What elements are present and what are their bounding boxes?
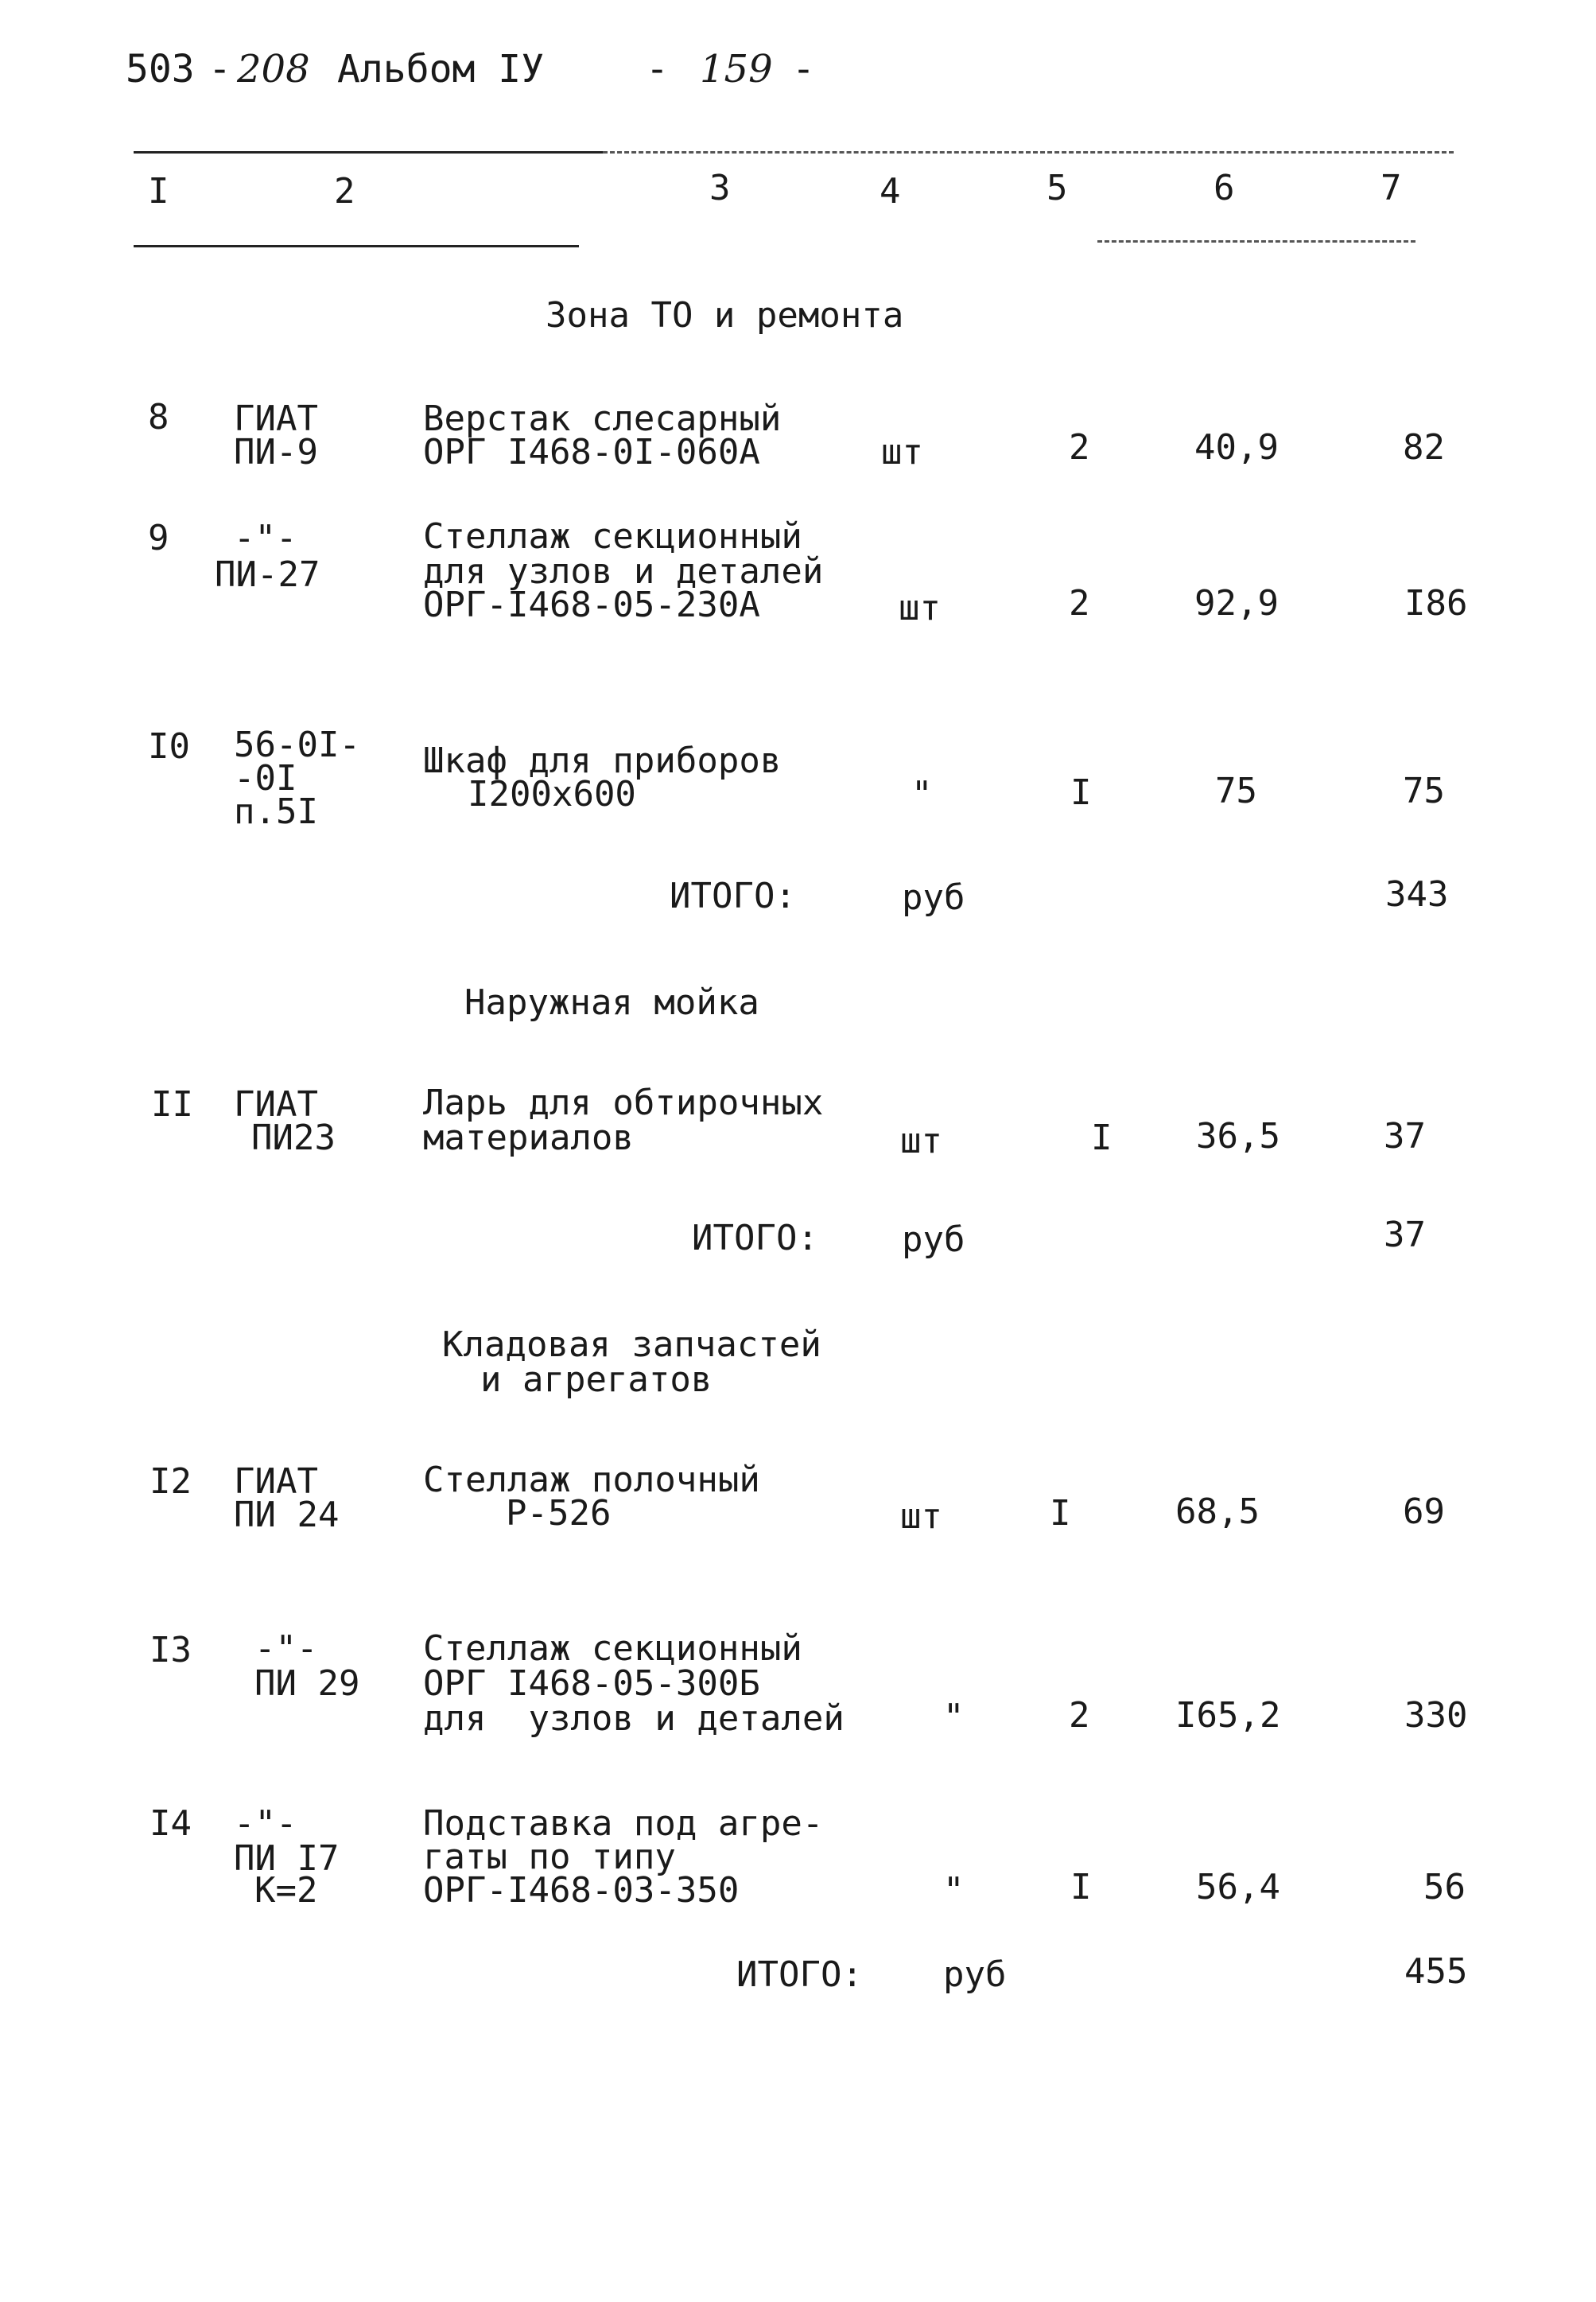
row-name: Подставка под агре-: [423, 1803, 824, 1844]
row-total: 330: [1404, 1695, 1468, 1736]
col-header-6: 6: [1214, 168, 1235, 208]
total-value: 455: [1404, 1951, 1468, 1992]
row-price: 75: [1215, 771, 1257, 811]
row-ref: -0I: [234, 758, 297, 799]
row-number: I2: [150, 1461, 192, 1502]
total-unit: руб: [943, 1954, 1007, 1995]
row-qty: 2: [1069, 427, 1090, 468]
header-rule-bottom: [134, 245, 579, 247]
row-name: ОРГ-I468-03-350: [423, 1870, 740, 1911]
row-ref: ГИАТ: [234, 1084, 318, 1125]
section-title: и агрегатов: [480, 1359, 713, 1400]
section-title: Наружная мойка: [464, 982, 759, 1023]
doc-number: 208: [237, 47, 310, 91]
row-name: для узлов и деталей: [423, 1698, 845, 1739]
row-name: материалов: [423, 1118, 634, 1158]
row-price: 56,4: [1196, 1867, 1280, 1907]
row-name: ОРГ I468-0I-060А: [423, 432, 760, 472]
row-name: для узлов и деталей: [423, 551, 824, 592]
doc-code-dash: -: [208, 47, 231, 91]
total-value: 37: [1384, 1215, 1426, 1255]
album-label: Альбом IУ: [337, 47, 545, 91]
row-qty: 2: [1069, 583, 1090, 624]
row-ref: -"-: [234, 1803, 297, 1844]
header-rule-top: [134, 151, 603, 154]
row-name: Ларь для обтирочных: [423, 1083, 824, 1123]
row-ref: ГИАТ: [234, 399, 318, 439]
row-unit: шт: [900, 1496, 942, 1537]
row-total: 37: [1384, 1116, 1426, 1157]
row-name: Стеллаж секционный: [423, 1628, 802, 1669]
row-ref: ПИ 29: [254, 1663, 360, 1704]
row-price: 40,9: [1194, 427, 1279, 468]
row-total: 69: [1403, 1491, 1445, 1532]
row-number: I3: [150, 1630, 192, 1670]
col-header-5: 5: [1047, 168, 1068, 208]
row-ref: -"-: [234, 518, 297, 558]
row-number: 9: [148, 518, 169, 558]
total-unit: руб: [902, 1219, 965, 1260]
row-unit: шт: [881, 432, 923, 472]
header-rule-bottom-faded: [1097, 240, 1415, 243]
row-qty: I: [1070, 1867, 1092, 1907]
header-rule-top-faded: [603, 151, 1454, 154]
row-price: 92,9: [1194, 583, 1279, 624]
row-number: I4: [150, 1803, 192, 1844]
doc-code: 503: [126, 47, 195, 91]
row-qty: 2: [1069, 1695, 1090, 1736]
row-name: ОРГ-I468-05-230А: [423, 585, 760, 625]
row-qty: I: [1070, 772, 1092, 813]
row-name: Р-526: [506, 1493, 612, 1534]
total-unit: руб: [902, 877, 965, 918]
col-header-2: 2: [334, 171, 355, 212]
page-dash-right: -: [792, 47, 815, 91]
row-unit: ": [911, 774, 933, 815]
row-number: I0: [148, 726, 190, 767]
row-name: I200х600: [468, 774, 636, 815]
col-header-4: 4: [880, 171, 901, 212]
col-header-7: 7: [1380, 168, 1402, 208]
row-price: I65,2: [1175, 1695, 1281, 1736]
row-total: 82: [1403, 427, 1445, 468]
total-value: 343: [1385, 874, 1449, 915]
row-total: 56: [1423, 1867, 1466, 1907]
row-ref: ГИАТ: [234, 1461, 318, 1502]
row-ref: ПИ23: [251, 1118, 336, 1158]
row-ref: ПИ I7: [234, 1838, 340, 1879]
row-number: II: [151, 1084, 193, 1125]
row-price: 68,5: [1175, 1491, 1260, 1532]
row-ref: К=2: [254, 1870, 318, 1911]
total-label: ИТОГО:: [736, 1954, 863, 1995]
row-name: Верстак слесарный: [423, 399, 782, 439]
row-name: Стеллаж секционный: [423, 516, 802, 557]
total-label: ИТОГО:: [670, 876, 796, 916]
row-ref: п.5I: [234, 791, 318, 832]
row-unit: ": [943, 1697, 965, 1737]
col-header-3: 3: [709, 168, 731, 208]
row-price: 36,5: [1196, 1116, 1280, 1157]
row-name: Шкаф для приборов: [423, 741, 782, 781]
section-title: Кладовая запчастей: [442, 1324, 821, 1365]
row-ref: 56-0I-: [234, 725, 360, 765]
page-number: 159: [700, 47, 773, 91]
row-name: Стеллаж полочный: [423, 1460, 760, 1500]
row-total: 75: [1403, 771, 1445, 811]
row-number: 8: [148, 397, 169, 437]
row-unit: ": [943, 1870, 965, 1911]
page-dash-left: -: [646, 47, 669, 91]
total-label: ИТОГО:: [692, 1218, 818, 1258]
row-name: гаты по типу: [423, 1837, 676, 1877]
section-title: Зона ТО и ремонта: [546, 295, 904, 336]
row-ref: ПИ-9: [234, 432, 318, 472]
row-ref: -"-: [254, 1628, 318, 1669]
row-unit: шт: [900, 1121, 942, 1161]
row-ref: ПИ 24: [234, 1495, 340, 1535]
row-total: I86: [1404, 583, 1468, 624]
row-unit: шт: [899, 588, 941, 628]
row-ref: ПИ-27: [215, 554, 320, 595]
row-qty: I: [1050, 1493, 1071, 1534]
col-header-1: I: [148, 171, 169, 212]
row-name: ОРГ I468-05-300Б: [423, 1663, 760, 1704]
row-qty: I: [1091, 1118, 1113, 1158]
